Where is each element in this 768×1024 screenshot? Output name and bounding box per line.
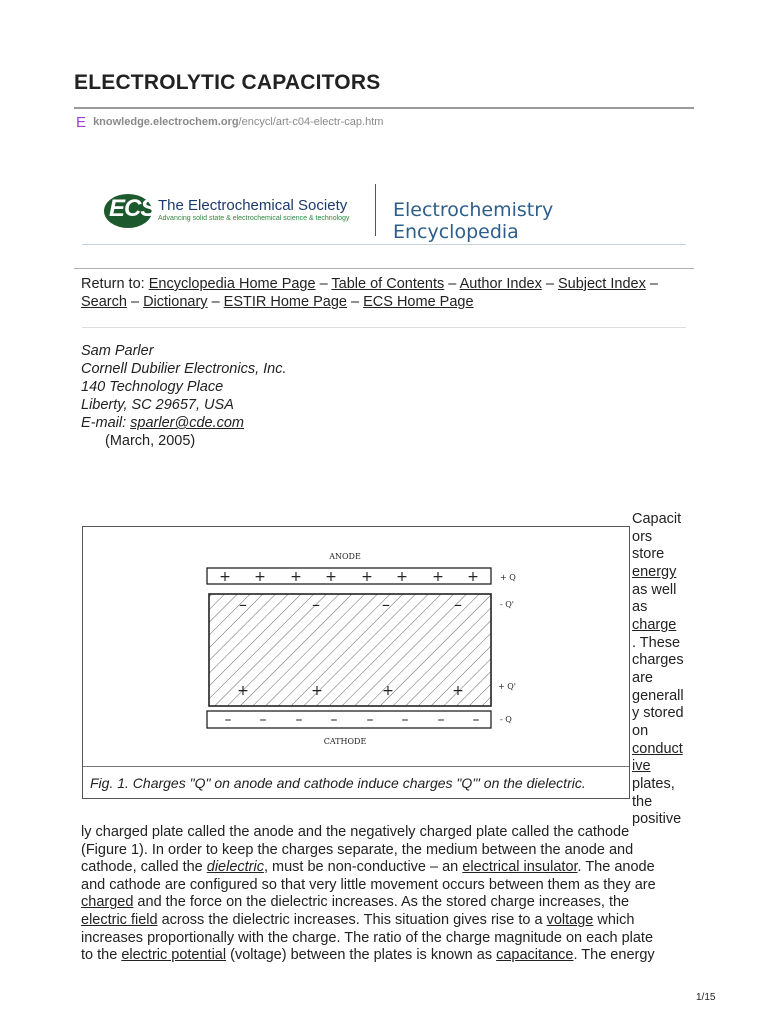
body-text: , must be non-conductive – an [263,859,463,876]
page-number: 1/15 [696,992,716,1003]
link-capacitance[interactable]: capacitance [496,947,574,964]
nav-sep: – [645,276,658,292]
svg-text:+: + [237,683,249,699]
side-line: on [632,722,649,739]
svg-text:+: + [325,569,337,585]
nav-sep: – [541,276,558,292]
svg-text:–: – [382,595,390,614]
side-line-charge [632,617,692,635]
svg-text:–: – [330,712,338,728]
svg-text:–: – [366,712,374,728]
banner-divider [375,184,376,236]
figure-1 [82,526,630,799]
link-charge[interactable]: charge [632,616,677,633]
svg-text:–: – [295,712,303,728]
side-line: . These [632,634,681,651]
body-line [81,894,687,912]
side-line: as well [632,581,677,598]
banner-rule [82,244,686,245]
side-line: are [632,669,653,686]
svg-text:–: – [401,712,409,728]
side-line: store [632,546,665,563]
svg-text:–: – [472,712,480,728]
nav-link-dictionary[interactable]: Dictionary [143,294,208,310]
body-text: . The anode [577,859,655,876]
author-date: (March, 2005) [105,433,196,449]
svg-text:+: + [396,569,408,585]
svg-text:–: – [259,712,267,728]
link-voltage[interactable]: voltage [546,911,594,928]
body-line [81,912,687,930]
dielectric-layer [209,594,491,706]
side-line: Capacit [632,511,682,527]
author-name: Sam Parler [81,343,154,359]
minus-q-prime-label: - Q' [500,600,515,609]
link-energy[interactable]: energy [632,563,677,580]
anode-label: ANODE [329,552,361,561]
nav-sep: – [346,294,364,310]
body-line: ly charged plate called the anode and the negatively charged plate called the cathode [81,824,630,840]
side-line: charges [632,652,684,669]
svg-text:+: + [382,683,394,699]
svg-text:–: – [312,595,320,614]
body-line [81,859,687,877]
article-body [81,824,687,965]
svg-text:+: + [432,569,444,585]
svg-text:+: + [452,683,464,699]
body-line [81,947,687,965]
svg-text:+: + [290,569,302,585]
minus-q-bottom-label: - Q [500,715,512,724]
body-text: cathode, called the [81,859,207,876]
anode-plate [207,568,491,584]
nav-link-author-index[interactable]: Author Index [459,276,542,292]
cathode-plate [207,711,491,728]
side-line: as [632,599,648,616]
author-email-line [81,414,287,432]
svg-text:+: + [254,569,266,585]
svg-text:–: – [224,712,232,728]
link-electric-potential[interactable]: electric potential [121,947,227,964]
svg-text:–: – [239,595,247,614]
wrapped-side-text [632,511,692,829]
nav-sep: – [126,294,144,310]
body-line: increases proportionally with the charge. The ratio of the charge magnitude on each plate [81,929,654,946]
society-tagline: Advancing solid state & electrochemical science & technology [158,215,350,222]
ecs-banner [100,182,680,243]
author-email-link[interactable]: sparler@cde.com [130,415,244,431]
link-electrical-insulator[interactable]: electrical insulator [462,859,578,876]
figure-caption: Fig. 1. Charges "Q" on anode and cathode induce charges "Q'" on the dielectric. [90,775,586,791]
link-charged[interactable]: charged [81,894,134,911]
side-line: the [632,793,653,810]
source-favicon-icon: E [76,114,87,131]
svg-text:+: + [361,569,373,585]
plus-q-prime-label: + Q' [498,682,517,691]
body-line: (Figure 1). In order to keep the charges separate, the medium between the anode and [81,841,634,858]
body-text: and the force on the dielectric increases. As the stored charge increases, the [133,894,630,911]
nav-link-estir-home[interactable]: ESTIR Home Page [223,294,347,310]
side-line: y stored [632,705,684,722]
side-line: generall [632,687,684,704]
nav-link-ecs-home[interactable]: ECS Home Page [363,294,474,310]
email-label: E-mail: [81,415,127,431]
svg-text:+: + [311,683,323,699]
body-text: across the dielectric increases. This situation gives rise to a [157,911,547,928]
nav-top-rule [74,268,694,269]
nav-sep: – [315,276,332,292]
plus-q-top-label: + Q [500,573,516,582]
nav-link-encyclopedia-home[interactable]: Encyclopedia Home Page [148,276,316,292]
ecs-logo-text: ECS [109,195,156,222]
svg-text:–: – [454,595,462,614]
source-link[interactable] [93,116,383,128]
body-text: . The energy [573,947,655,964]
page-title: ELECTROLYTIC CAPACITORS [74,71,381,94]
body-text: to the [81,947,122,964]
link-conductive-part1[interactable]: conduct [632,740,683,757]
nav-sep: – [207,294,224,310]
source-host: knowledge.electrochem.org [93,116,239,128]
body-text: which [593,911,635,928]
link-conductive-part2[interactable]: ive [632,758,651,775]
society-name: The Electrochemical Society [158,197,348,214]
nav-link-subject-index[interactable]: Subject Index [557,276,646,292]
author-block [81,342,287,450]
body-text: (voltage) between the plates is known as [226,947,497,964]
nav-link-search[interactable]: Search [81,294,127,310]
nav-link-table-of-contents[interactable]: Table of Contents [331,276,445,292]
source-line [76,114,383,131]
nav-bottom-rule [82,327,686,328]
link-dielectric[interactable]: dielectric [206,859,264,876]
cathode-label: CATHODE [323,737,367,746]
side-line: ors [632,528,653,545]
nav-sep: – [444,276,460,292]
nav-prefix: Return to: [81,276,145,292]
link-electric-field[interactable]: electric field [81,911,158,928]
return-nav [81,275,691,311]
side-line: positive [632,811,682,828]
author-company: Cornell Dubilier Electronics, Inc. [81,361,287,377]
side-line: plates, [632,775,675,792]
source-path: /encycl/art-c04-electr-cap.htm [238,116,384,128]
capacitor-diagram [193,549,517,754]
title-divider [74,107,694,109]
body-line: and cathode are configured so that very little movement occurs between them as they are [81,876,656,893]
encyclopedia-title: Electrochemistry Encyclopedia [393,199,554,243]
caption-divider [83,766,629,767]
author-city: Liberty, SC 29657, USA [81,397,234,413]
svg-text:+: + [219,569,231,585]
author-street: 140 Technology Place [81,379,224,395]
svg-text:–: – [437,712,445,728]
svg-text:+: + [467,569,479,585]
